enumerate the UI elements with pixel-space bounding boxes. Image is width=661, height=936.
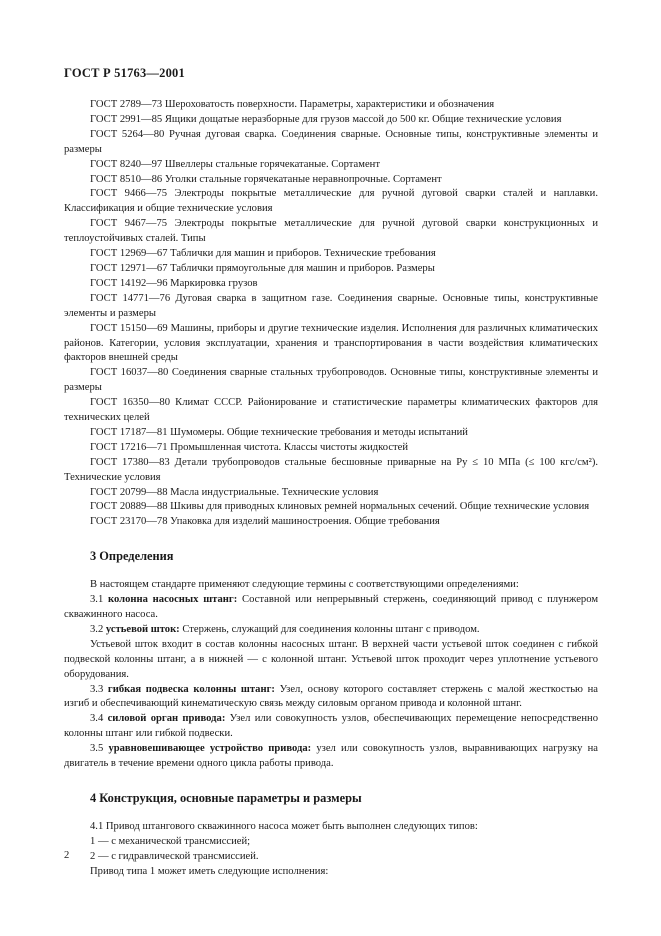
definition-number: 3.2 [90,623,106,635]
reference-item: ГОСТ 8240—97 Швеллеры стальные горячекатаные. Сортамент [90,158,380,170]
page-number: 2 [64,850,70,861]
reference-item: ГОСТ 9467—75 Электроды покрытые металлические для ручной дуговой сварки конструкционных и теплоустойчивых сталей. Типы [64,218,598,245]
definition-term: устьевой шток: [105,623,180,635]
definition-number: 3.3 [90,683,108,695]
reference-item: ГОСТ 20889—88 Шкивы для приводных клиновых ремней нормальных сечений. Общие технические условия [90,501,590,513]
reference-item: ГОСТ 14192—96 Маркировка грузов [90,277,258,289]
definition-term: гибкая подвеска колонны штанг: [107,683,275,695]
definition-text: узел или совокупность узлов, выравнивающих нагрузку на двигатель в течение времени одного цикла работы привода. [64,743,598,770]
reference-item: ГОСТ 12969—67 Таблички для машин и приборов. Технические требования [90,248,436,260]
reference-item: ГОСТ 16350—80 Климат СССР. Районирование и статистические параметры климатических факторов для технических целей [64,397,598,424]
definition-3-4 [64,712,598,742]
definition-note: Устьевой шток входит в состав колонны насосных штанг. В верхней части устьевой шток соединен с гибкой подвеской колонны штанг, а в нижней — с колонной штанг. Устьевой шток проходит через уплотнение устьевого оборудования. [64,638,598,680]
definition-3-5 [64,742,598,772]
definition-term: уравновешивающее устройство привода: [108,743,312,755]
definition-text: Узел или совокупность узлов, обеспечивающих перемещение непосредственно колонны штанг или гибкой подвески. [64,713,599,740]
definition-text: Узел, основу которого составляет стержень с малой жесткостью на изгиб и обеспечивающий кинематическую связь между силовым органом привода и колонной штанг. [64,683,599,710]
reference-item: ГОСТ 9466—75 Электроды покрытые металлические для ручной дуговой сварки сталей и наплавки. Классификация и общие технические условия [64,188,598,215]
normative-references-list [64,98,598,530]
definition-number: 3.5 [90,743,109,755]
reference-item: ГОСТ 23170—78 Упаковка для изделий машиностроения. Общие требования [90,516,440,528]
reference-item: ГОСТ 17187—81 Шумомеры. Общие технические требования и методы испытаний [90,426,468,438]
reference-item: ГОСТ 2991—85 Ящики дощатые неразборные для грузов массой до 500 кг. Общие технические условия [90,113,562,125]
clause-type-1: 1 — с механической трансмиссией; [90,835,251,847]
reference-item: ГОСТ 16037—80 Соединения сварные стальных трубопроводов. Основные типы, конструктивные элементы и размеры [64,367,598,394]
definition-number: 3.1 [90,594,109,606]
document-body [64,98,598,880]
definition-term: колонна насосных штанг: [108,594,238,606]
reference-item: ГОСТ 2789—73 Шероховатость поверхности. Параметры, характеристики и обозначения [90,99,495,110]
definition-3-2 [64,623,598,638]
reference-item: ГОСТ 12971—67 Таблички прямоугольные для машин и приборов. Размеры [90,262,435,274]
reference-item: ГОСТ 8510—86 Уголки стальные горячекатаные неравнопрочные. Сортамент [90,173,442,185]
reference-item: ГОСТ 17380—83 Детали трубопроводов стальные бесшовные приварные на Pу ≤ 10 МПа (≤ 100 кгс/см²). Технические условия [64,456,598,483]
reference-item: ГОСТ 15150—69 Машины, приборы и другие технические изделия. Исполнения для различных климатических районов. Категории, условия эксплуатации, хранения и транспортирования в части воздействия климатических факторов внешней среды [64,322,598,364]
clause-type-1-variants: Привод типа 1 может иметь следующие исполнения: [90,865,329,877]
definitions-intro: В настоящем стандарте применяют следующие термины с соответствующими определениями: [90,579,519,591]
definition-text: Составной или непрерывный стержень, соединяющий привод с плунжером скважинного насоса. [64,594,599,620]
definition-3-3 [64,683,598,713]
definition-text: Стержень, служащий для соединения колонны штанг с приводом. [179,623,480,635]
document-header: ГОСТ Р 51763—2001 [64,66,185,80]
reference-item: ГОСТ 14771—76 Дуговая сварка в защитном газе. Соединения сварные. Основные типы, конструктивные элементы и размеры [64,292,598,319]
reference-item: ГОСТ 20799—88 Масла индустриальные. Технические условия [90,486,379,498]
clause-4-1: 4.1 Привод штангового скважинного насоса может быть выполнен следующих типов: [90,820,478,832]
reference-item: ГОСТ 5264—80 Ручная дуговая сварка. Соединения сварные. Основные типы, конструктивные элементы и размеры [64,128,598,155]
definition-3-1 [64,593,598,623]
reference-item: ГОСТ 17216—71 Промышленная чистота. Классы чистоты жидкостей [90,441,409,453]
definition-term: силовой орган привода: [107,713,226,725]
clause-type-2: 2 — с гидравлической трансмиссией. [90,850,259,862]
definition-number: 3.4 [90,713,108,725]
section-4-heading: 4 Конструкция, основные параметры и размеры [90,790,362,805]
section-3-heading: 3 Определения [90,549,174,564]
